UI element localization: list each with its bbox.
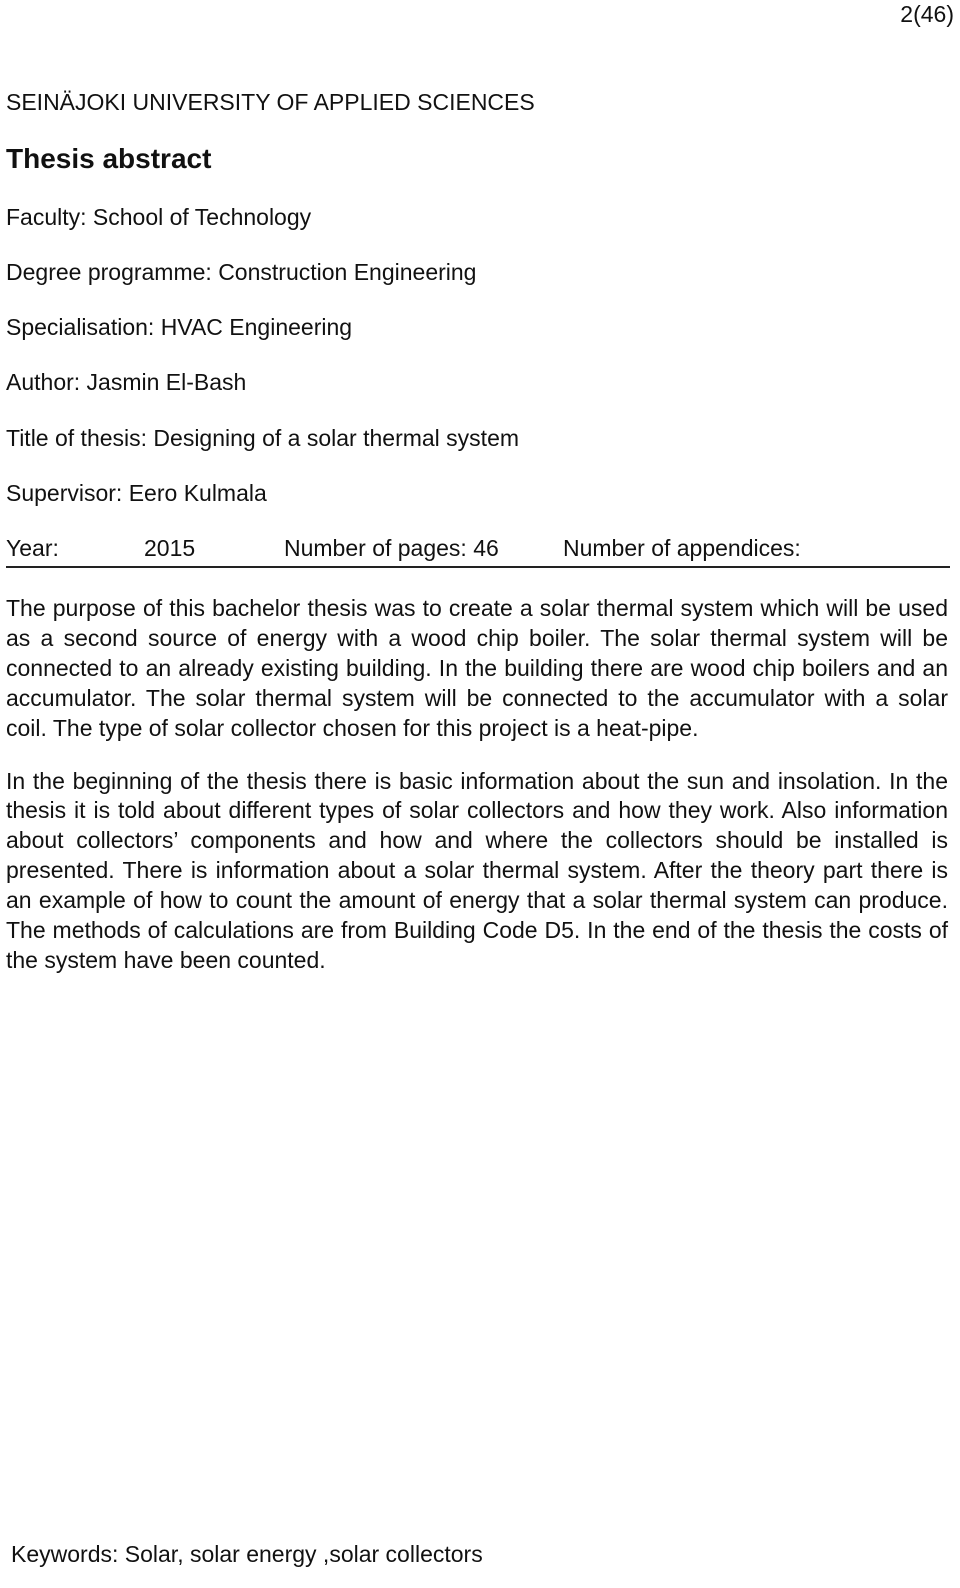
author-line: Author: Jasmin El-Bash [6,369,247,395]
page-number: 2(46) [900,1,954,27]
page-title: Thesis abstract [6,143,212,174]
year-value: 2015 [144,535,196,561]
university-name: SEINÄJOKI UNIVERSITY OF APPLIED SCIENCES [6,89,535,115]
pages-count: Number of pages: 46 [284,535,499,561]
abstract-paragraph: In the beginning of the thesis there is basic information about the sun and insolation. In the thesis it is told about different types of solar collectors and how they work. Also information about collectors’ components and how and where the collectors should be installed is presented. There is information about a solar thermal system. After the theory part there is an example of how to count the amount of energy that a solar thermal system can produce. The methods of calculations are from Building Code D5. In the end of the thesis the costs of the system have been counted. [6,767,948,973]
specialisation-line: Specialisation: HVAC Engineering [6,314,353,340]
degree-programme-line: Degree programme: Construction Engineering [6,259,477,285]
year-pages-row [6,534,950,564]
supervisor-line: Supervisor: Eero Kulmala [6,480,267,506]
faculty-line: Faculty: School of Technology [6,204,312,230]
header-divider [6,566,950,568]
year-label: Year: [6,535,59,561]
thesis-title-line: Title of thesis: Designing of a solar thermal system [6,425,520,451]
keywords-line: Keywords: Solar, solar energy ,solar collectors [11,1541,483,1567]
appendices-count: Number of appendices: [563,535,801,561]
abstract-paragraph: The purpose of this bachelor thesis was to create a solar thermal system which will be used as a second source of energy with a wood chip boiler. The solar thermal system will be connected to an already existing building. In the building there are wood chip boilers and an accumulator. The solar thermal system will be connected to the accumulator with a solar coil. The type of solar collector chosen for this project is a heat-pipe. [6,595,948,741]
abstract-body [6,594,948,999]
